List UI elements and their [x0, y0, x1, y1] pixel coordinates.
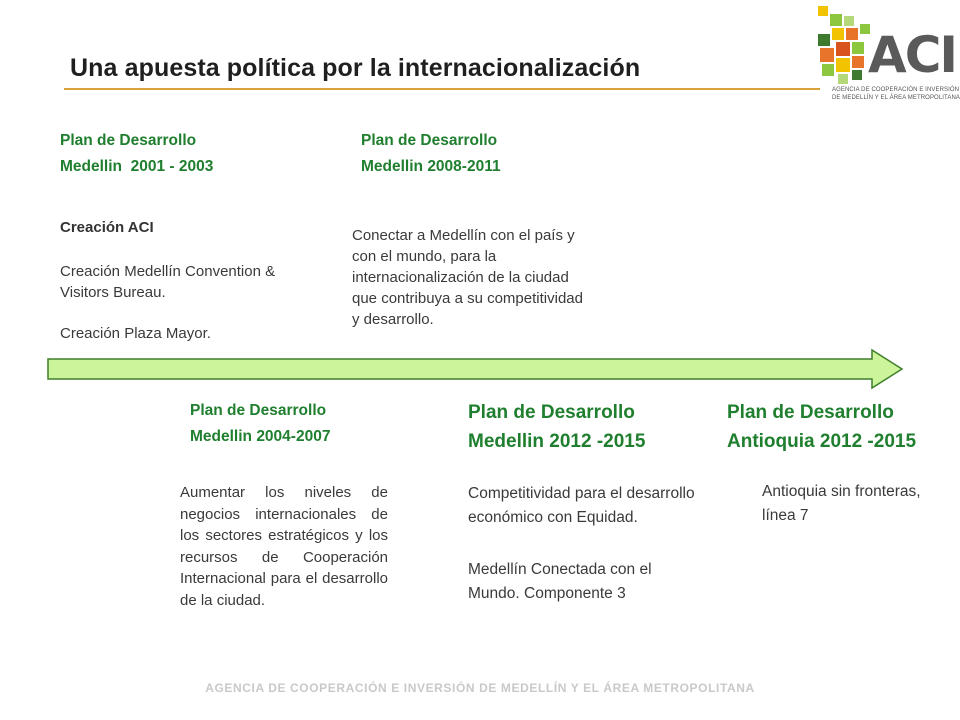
plan-2008-description: Conectar a Medellín con el país y con el mundo, para la internacionalización de la ciudad que contribuya a su competitividad y desarrollo. — [352, 227, 583, 328]
aci-logo — [810, 0, 960, 130]
plaza-mayor-item: Creación Plaza Mayor. — [60, 325, 211, 342]
plan-antioquia-description: Antioquia sin fronteras, línea 7 — [762, 483, 921, 524]
creacion-aci-heading: Creación ACI — [60, 219, 154, 236]
plan-2004-line1: Plan de Desarrollo — [190, 402, 327, 419]
timeline-arrow — [46, 348, 906, 390]
plan-antioquia-line1: Plan de Desarrollo — [727, 402, 894, 423]
footer-agency-name: AGENCIA DE COOPERACIÓN E INVERSIÓN DE MEDELLÍN Y EL ÁREA METROPOLITANA — [205, 681, 755, 695]
plan-2004-2007-title — [190, 398, 330, 450]
logo-tagline-line2: DE MEDELLÍN Y EL ÁREA METROPOLITANA — [832, 95, 960, 101]
plan-2008-line1: Plan de Desarrollo — [361, 132, 498, 149]
plan-2008-line2: Medellin 2008-2011 — [361, 158, 501, 175]
plan-2001-2003-title — [60, 128, 213, 180]
plan-medellin-2012-line2: Medellin 2012 -2015 — [468, 431, 646, 452]
plan-medellin-2012-2015-title — [468, 398, 645, 456]
slide-title: Una apuesta política por la internacionalización — [70, 54, 641, 82]
plan-medellin-2012-text2: Medellín Conectada con el Mundo. Componente 3 — [468, 561, 652, 602]
plan-2001-line2: Medellin 2001 - 2003 — [60, 158, 214, 175]
plan-antioquia-line2: Antioquia 2012 -2015 — [727, 431, 917, 452]
plan-antioquia-2012-2015-title — [727, 398, 916, 456]
plan-2008-2011-title — [361, 128, 501, 180]
plan-2004-line2: Medellin 2004-2007 — [190, 428, 331, 445]
plan-2004-description: Aumentar los niveles de negocios internacionales de los sectores estratégicos y los recursos de Cooperación Internacional para el desarrollo de la ciudad. — [180, 484, 388, 609]
plan-medellin-2012-text1: Competitividad para el desarrollo económico con Equidad. — [468, 485, 695, 526]
plan-medellin-2012-line1: Plan de Desarrollo — [468, 402, 635, 423]
convention-bureau-item: Creación Medellín Convention & Visitors Bureau. — [60, 263, 276, 301]
title-underline — [64, 88, 820, 90]
logo-brand: ACI — [868, 26, 956, 84]
plan-2001-line1: Plan de Desarrollo — [60, 132, 197, 149]
logo-tagline-line1: AGENCIA DE COOPERACIÓN E INVERSIÓN — [832, 87, 960, 93]
